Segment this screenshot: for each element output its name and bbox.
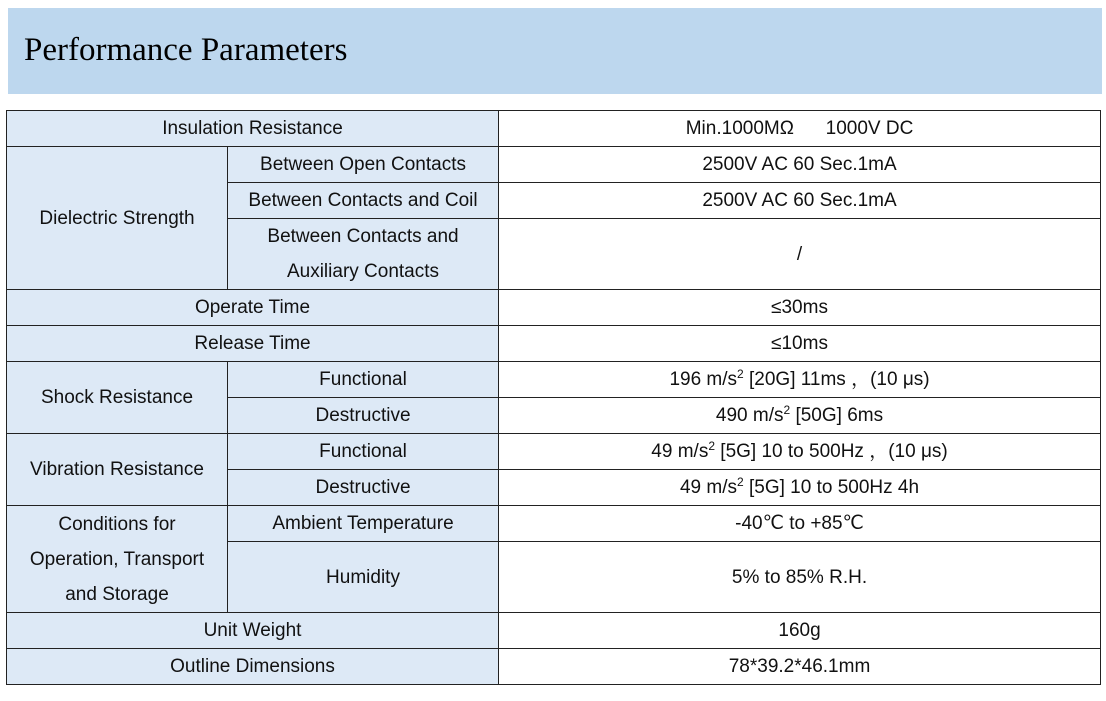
ambient-temperature-value: -40℃ to +85℃ [499,506,1101,542]
table-row [7,111,1101,147]
shock-functional-value-sup: 2 [737,367,744,381]
table-row [7,613,1101,649]
conditions-label [7,506,228,613]
between-contacts-auxiliary-label [228,219,499,290]
table-row [7,434,1101,470]
table-row [7,506,1101,542]
shock-destructive-value-post: [50G] 6ms [790,405,884,426]
between-contacts-auxiliary-line2: Auxiliary Contacts [286,261,440,282]
release-time-label: Release Time [7,326,499,362]
table-row [7,147,1101,183]
insulation-resistance-value [499,111,1101,147]
outline-dimensions-value: 78*39.2*46.1mm [499,649,1101,685]
vibration-functional-value-pre: 49 m/s [651,441,709,462]
shock-destructive-value-sup: 2 [783,403,791,417]
outline-dimensions-label: Outline Dimensions [7,649,499,685]
title-banner [8,8,1102,94]
vibration-destructive-value-post: [5G] 10 to 500Hz 4h [743,477,920,498]
between-contacts-coil-value: 2500V AC 60 Sec.1mA [499,183,1101,219]
operate-time-value: ≤30ms [499,290,1101,326]
vibration-destructive-value-pre: 49 m/s [679,477,738,498]
shock-destructive-value-pre: 490 m/s [715,405,784,426]
humidity-value: 5% to 85% R.H. [499,542,1101,613]
shock-destructive-value [499,398,1101,434]
vibration-destructive-label: Destructive [228,470,499,506]
vibration-destructive-value-sup: 2 [737,475,744,489]
between-open-contacts-value: 2500V AC 60 Sec.1mA [499,147,1101,183]
table-row [7,362,1101,398]
between-contacts-auxiliary-value: / [499,219,1101,290]
shock-destructive-label: Destructive [228,398,499,434]
vibration-functional-value-sup: 2 [708,439,716,453]
ambient-temperature-label: Ambient Temperature [228,506,499,542]
between-open-contacts-label: Between Open Contacts [228,147,499,183]
performance-parameters-table [6,110,1101,685]
vibration-destructive-value [499,470,1101,506]
insulation-resistance-label: Insulation Resistance [7,111,499,147]
vibration-functional-value [499,434,1101,470]
unit-weight-value: 160g [499,613,1101,649]
conditions-label-line2: Operation, Transport [29,548,205,570]
dielectric-strength-label: Dielectric Strength [7,147,228,290]
table-row [7,326,1101,362]
shock-functional-value [499,362,1101,398]
table-row [7,290,1101,326]
conditions-label-line3: and Storage [65,583,169,605]
between-contacts-coil-label: Between Contacts and Coil [228,183,499,219]
vibration-functional-value-post: [5G] 10 to 500Hz ，(10 μs) [715,441,948,462]
release-time-value: ≤10ms [499,326,1101,362]
insulation-resistance-min: Min.1000MΩ [685,118,794,139]
conditions-label-line1: Conditions for [58,513,176,535]
humidity-label: Humidity [228,542,499,613]
table-row [7,649,1101,685]
shock-resistance-label: Shock Resistance [7,362,228,434]
insulation-resistance-voltage: 1000V DC [825,118,914,139]
operate-time-label: Operate Time [7,290,499,326]
shock-functional-value-pre: 196 m/s [669,369,738,390]
vibration-resistance-label: Vibration Resistance [7,434,228,506]
shock-functional-value-post: [20G] 11ms ，(10 μs) [743,369,930,390]
unit-weight-label: Unit Weight [7,613,499,649]
page-title: Performance Parameters [24,32,348,68]
between-contacts-auxiliary-line1: Between Contacts and [267,226,459,247]
vibration-functional-label: Functional [228,434,499,470]
shock-functional-label: Functional [228,362,499,398]
